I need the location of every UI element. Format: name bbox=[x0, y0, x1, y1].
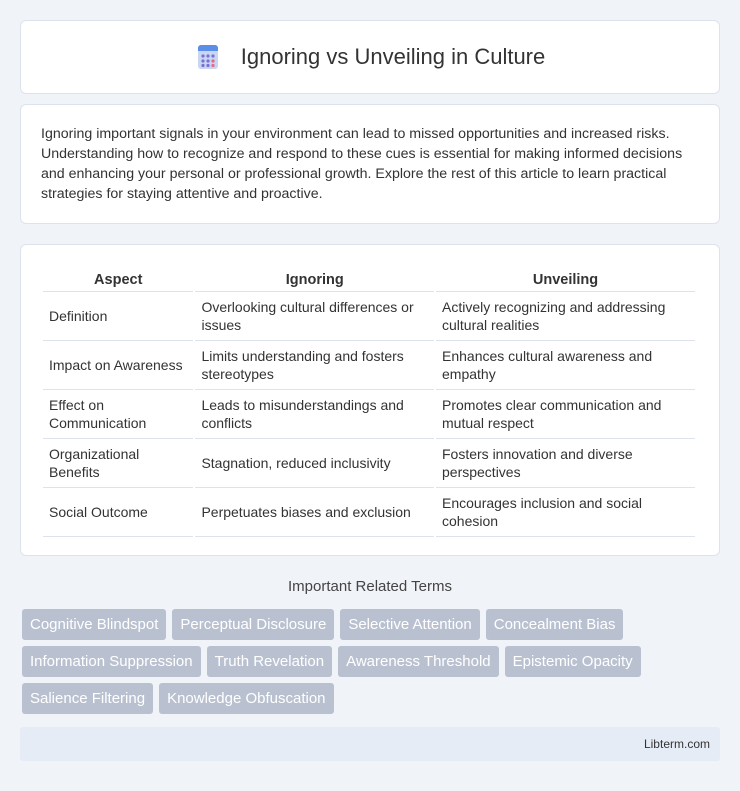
comparison-table-card bbox=[20, 244, 720, 556]
table-row bbox=[43, 488, 695, 537]
related-term-tag[interactable]: Concealment Bias bbox=[486, 609, 624, 640]
cell-unveiling: Enhances cultural awareness and empathy bbox=[436, 341, 695, 390]
cell-aspect: Definition bbox=[43, 292, 193, 341]
related-terms-list bbox=[22, 609, 722, 714]
related-term-tag[interactable]: Truth Revelation bbox=[207, 646, 333, 677]
related-term-tag[interactable]: Information Suppression bbox=[22, 646, 201, 677]
cell-ignoring: Leads to misunderstandings and conflicts bbox=[195, 390, 434, 439]
cell-aspect: Social Outcome bbox=[43, 488, 193, 537]
footer bbox=[20, 727, 720, 761]
intro-card bbox=[20, 104, 720, 224]
calculator-icon bbox=[195, 44, 221, 70]
header-aspect: Aspect bbox=[43, 265, 193, 292]
related-terms-title: Important Related Terms bbox=[288, 578, 452, 595]
related-term-tag[interactable]: Perceptual Disclosure bbox=[172, 609, 334, 640]
related-term-tag[interactable]: Epistemic Opacity bbox=[505, 646, 641, 677]
header-card bbox=[20, 20, 720, 94]
comparison-table bbox=[41, 265, 697, 537]
related-term-tag[interactable]: Salience Filtering bbox=[22, 683, 153, 714]
cell-ignoring: Limits understanding and fosters stereotypes bbox=[195, 341, 434, 390]
intro-text: Ignoring important signals in your environment can lead to missed opportunities and increased risks. Understanding how to recognize and respond to these cues is essential for making informed decisions and enhancing your personal or professional growth. Explore the rest of this article to learn practical strategies for staying attentive and proactive. bbox=[41, 126, 683, 202]
table-row bbox=[43, 292, 695, 341]
header-unveiling: Unveiling bbox=[436, 265, 695, 292]
related-term-tag[interactable]: Awareness Threshold bbox=[338, 646, 499, 677]
table-row bbox=[43, 341, 695, 390]
table-header-row bbox=[43, 265, 695, 292]
header-ignoring: Ignoring bbox=[195, 265, 434, 292]
cell-aspect: Effect on Communication bbox=[43, 390, 193, 439]
table-row bbox=[43, 390, 695, 439]
related-term-tag[interactable]: Knowledge Obfuscation bbox=[159, 683, 333, 714]
page-title: Ignoring vs Unveiling in Culture bbox=[240, 44, 546, 69]
cell-ignoring: Perpetuates biases and exclusion bbox=[195, 488, 434, 537]
cell-ignoring: Stagnation, reduced inclusivity bbox=[195, 439, 434, 488]
related-term-tag[interactable]: Cognitive Blindspot bbox=[22, 609, 166, 640]
cell-unveiling: Encourages inclusion and social cohesion bbox=[436, 488, 695, 537]
cell-unveiling: Promotes clear communication and mutual respect bbox=[436, 390, 695, 439]
related-term-tag[interactable]: Selective Attention bbox=[340, 609, 479, 640]
cell-aspect: Organizational Benefits bbox=[43, 439, 193, 488]
cell-unveiling: Fosters innovation and diverse perspectives bbox=[436, 439, 695, 488]
header-inner bbox=[195, 44, 546, 70]
table-row bbox=[43, 439, 695, 488]
cell-unveiling: Actively recognizing and addressing cultural realities bbox=[436, 292, 695, 341]
cell-aspect: Impact on Awareness bbox=[43, 341, 193, 390]
footer-site-link[interactable]: Libterm.com bbox=[643, 737, 710, 751]
cell-ignoring: Overlooking cultural differences or issues bbox=[195, 292, 434, 341]
